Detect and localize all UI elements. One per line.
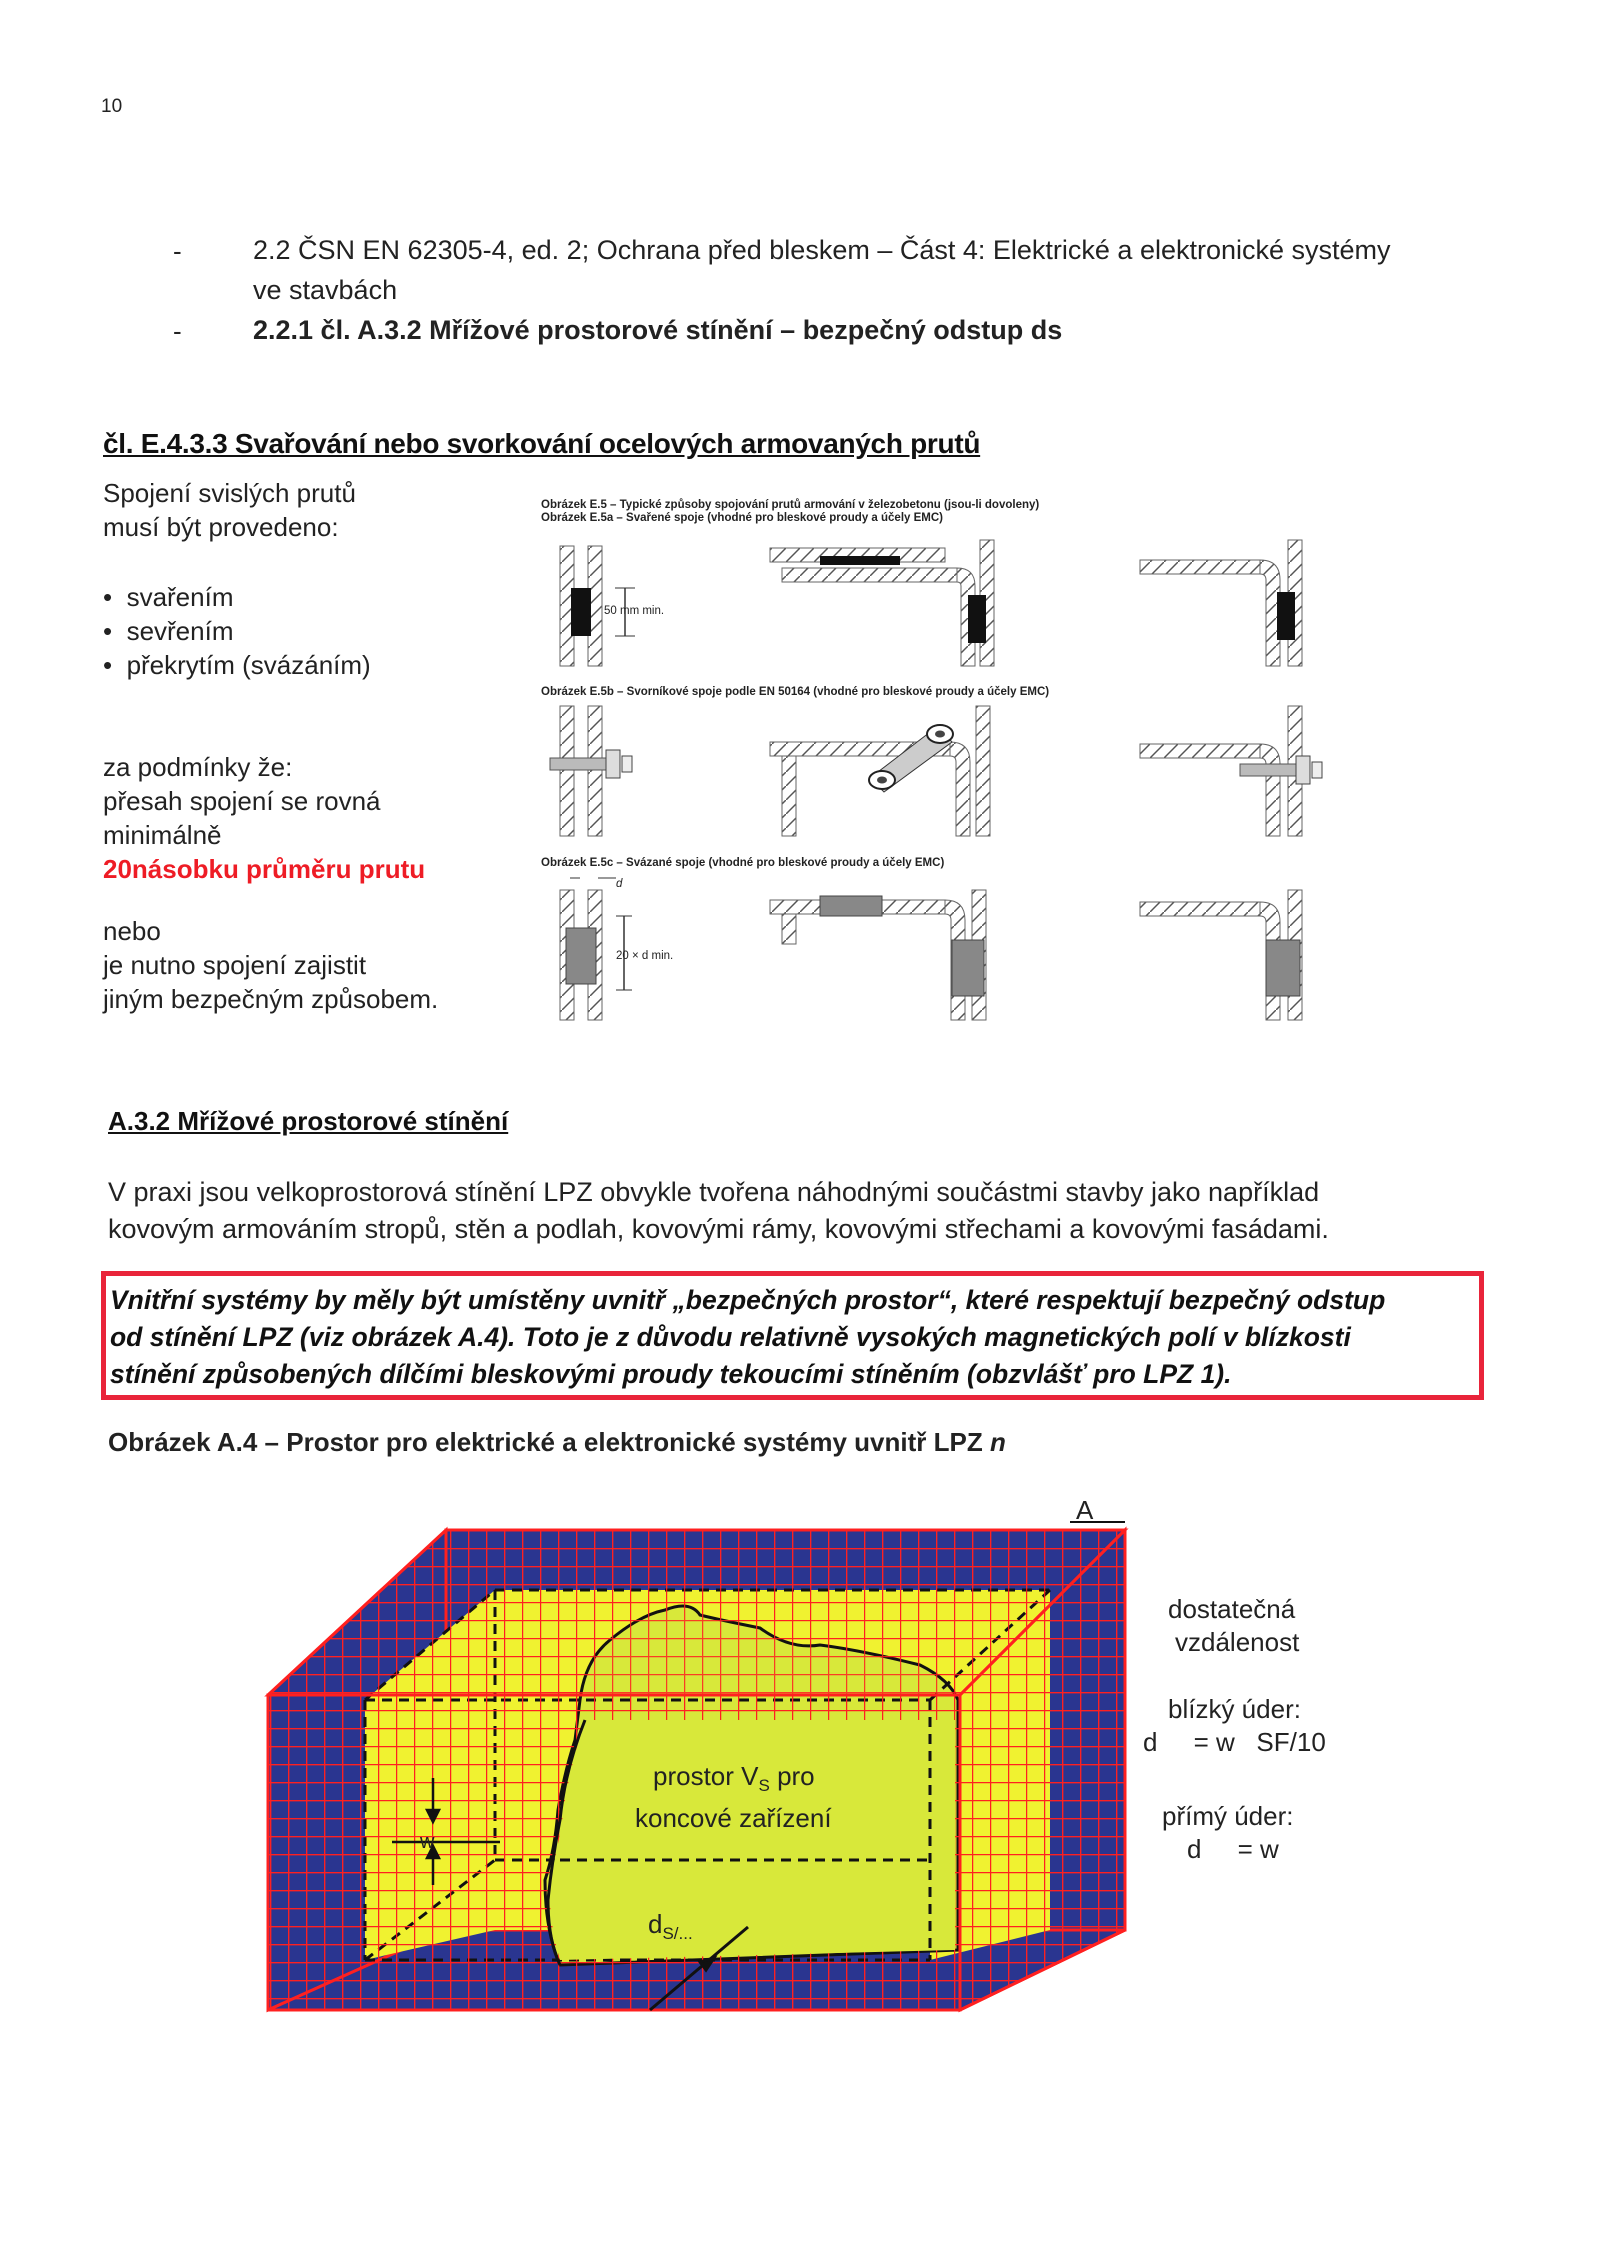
caption-italic: n bbox=[989, 1427, 1006, 1457]
page-number: 10 bbox=[101, 96, 123, 117]
bullet-dash: - bbox=[173, 316, 182, 346]
section-heading: A.3.2 Mřížové prostorové stínění bbox=[108, 1106, 509, 1136]
inner-volume-text: prostor V bbox=[653, 1761, 759, 1791]
dimension-d: d bbox=[616, 878, 623, 890]
right-label-direct-strike: přímý úder: bbox=[1162, 1801, 1294, 1831]
label-w: w bbox=[420, 1831, 435, 1853]
caption-e5a: Obrázek E.5a – Svařené spoje (vhodné pro bleskové proudy a účely EMC) bbox=[541, 512, 943, 524]
label-inner-volume bbox=[635, 1760, 832, 1835]
text-line: od stínění LPZ (viz obrázek A.4). Toto je z důvodu relativně vysokých magnetických polí v blízkosti bbox=[110, 1322, 1351, 1352]
text-line: přesah spojení se rovná bbox=[103, 786, 381, 816]
text-line: musí být provedeno: bbox=[103, 512, 339, 542]
caption-text: Obrázek A.4 – Prostor pro elektrické a elektronické systémy uvnitř LPZ bbox=[108, 1427, 990, 1457]
list-item: • překrytím (svázáním) bbox=[103, 650, 371, 680]
list-item-text: sevřením bbox=[126, 616, 234, 646]
text-line: V praxi jsou velkoprostorová stínění LPZ obvykle tvořena náhodnými součástmi stavby jako například bbox=[108, 1177, 1320, 1207]
inner-volume-text: pro bbox=[769, 1761, 815, 1791]
list-item: • sevřením bbox=[103, 616, 234, 646]
text-line: Spojení svislých prutů bbox=[103, 478, 356, 508]
bullet-line: ve stavbách bbox=[253, 275, 398, 305]
caption-e5b: Obrázek E.5b – Svorníkové spoje podle EN 50164 (vhodné pro bleskové proudy a účely EMC) bbox=[541, 686, 1050, 698]
inner-volume-line bbox=[653, 1760, 832, 1802]
list-item: • svařením bbox=[103, 582, 234, 612]
bullet-item-section: 2.2.1 čl. A.3.2 Mřížové prostorové stínění – bezpečný odstup ds bbox=[253, 315, 1063, 345]
caption-e5c: Obrázek E.5c – Svázané spoje (vhodné pro bleskové proudy a účely EMC) bbox=[541, 857, 945, 869]
text-line: kovovým armováním stropů, stěn a podlah, kovovými rámy, kovovými střechami a kovovými fasádami. bbox=[108, 1214, 1329, 1244]
text-line: minimálně bbox=[103, 820, 222, 850]
dimension-20d: 20 × d min. bbox=[616, 950, 674, 962]
highlight-text: 20násobku průměru prutu bbox=[103, 854, 426, 884]
right-label-distance: dostatečná bbox=[1168, 1594, 1296, 1624]
inner-volume-line: koncové zařízení bbox=[635, 1803, 832, 1834]
right-label-near-formula: d = w SF/10 bbox=[1143, 1727, 1326, 1757]
figure1-heading: čl. E.4.3.3 Svařování nebo svorkování ocelových armovaných prutů bbox=[103, 428, 981, 459]
text-line: za podmínky že: bbox=[103, 752, 293, 782]
bullet-line: 2.2 ČSN EN 62305-4, ed. 2; Ochrana před bleskem – Část 4: Elektrické a elektronické systémy bbox=[253, 235, 1391, 265]
bullet-dash: - bbox=[173, 236, 182, 266]
right-label-near-strike: blízký úder: bbox=[1168, 1694, 1301, 1724]
label-ds bbox=[648, 1908, 693, 1950]
dimension-50mm: 50 mm min. bbox=[604, 605, 665, 617]
text-line: stínění způsobených dílčími bleskovými proudy tekoucími stíněním (obzvlášť pro LPZ 1). bbox=[110, 1359, 1232, 1389]
label-a: A bbox=[1076, 1495, 1094, 1525]
list-item-text: překrytím (svázáním) bbox=[126, 650, 371, 680]
caption-e5: Obrázek E.5 – Typické způsoby spojování prutů armování v železobetonu (jsou-li dovoleny) bbox=[541, 499, 1040, 511]
text-line: je nutno spojení zajistit bbox=[103, 950, 367, 980]
text-line: Vnitřní systémy by měly být umístěny uvnitř „bezpečných prostor“, které respektují bezpečný odstup bbox=[110, 1285, 1386, 1315]
text-line: nebo bbox=[103, 916, 161, 946]
text-line: jiným bezpečným způsobem. bbox=[103, 984, 439, 1014]
right-label-direct-formula: d = w bbox=[1187, 1834, 1279, 1864]
ds-sub: S/... bbox=[662, 1924, 693, 1944]
ds-text: d bbox=[648, 1909, 663, 1939]
right-label-distance-2: vzdálenost bbox=[1175, 1627, 1300, 1657]
list-item-text: svařením bbox=[126, 582, 234, 612]
inner-volume-sub: S bbox=[758, 1776, 770, 1796]
